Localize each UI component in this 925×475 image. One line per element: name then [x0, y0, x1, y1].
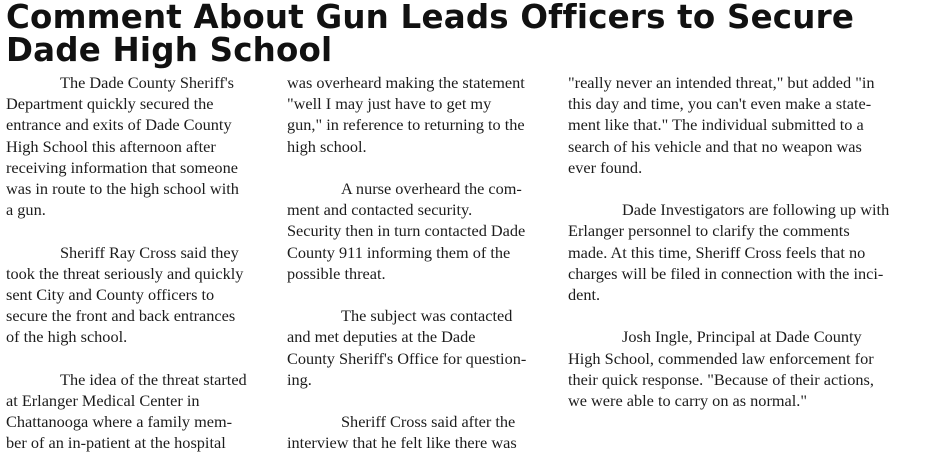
paragraph: Josh Ingle, Principal at Dade County High School, commended law enforcement for their quick response. "Because of their actions, we were able to carry on as normal.": [568, 327, 874, 411]
paragraph: The idea of the threat started at Erlanger Medical Center in Chattanooga where a family mem- ber of an in-patient at the hospital: [6, 369, 247, 453]
paragraph: The Dade County Sheriff's Department quickly secured the entrance and exits of Dade County High School this afternoon after receiving information that someone was in route to the high school with a gun.: [6, 73, 239, 220]
paragraph: Sheriff Cross said after the interview that he felt like there was: [287, 412, 517, 453]
paragraph-continued: "really never an intended threat," but added "in this day and time, you can't even make a state- ment like that." The individual submitted to a search of his vehicle and that no weapon was ever found.: [568, 73, 875, 177]
article-headline: [6, 1, 921, 67]
paragraph: Dade Investigators are following up with Erlanger personnel to clarify the comments made. At this time, Sheriff Cross feels that no charges will be filed in connection with the inci- dent.: [568, 200, 890, 305]
article-column-2: [287, 72, 559, 475]
paragraph: A nurse overheard the com- ment and contacted security. Security then in turn contacted Dade County 911 informing them of the possible threat.: [287, 179, 526, 283]
headline-line-1: Comment About Gun Leads Officers to Secure: [6, 0, 855, 36]
article-column-3: [568, 72, 920, 432]
headline-line-2: Dade High School: [6, 31, 333, 69]
paragraph-continued: was overheard making the statement "well I may just have to get my gun," in reference to returning to the high school.: [287, 73, 525, 156]
paragraph: The subject was contacted and met deputies at the Dade County Sheriff's Office for question- ing.: [287, 306, 527, 389]
article-column-1: [6, 72, 276, 475]
paragraph: Sheriff Ray Cross said they took the threat seriously and quickly sent City and County officers to secure the front and back entrances of the high school.: [6, 242, 244, 347]
